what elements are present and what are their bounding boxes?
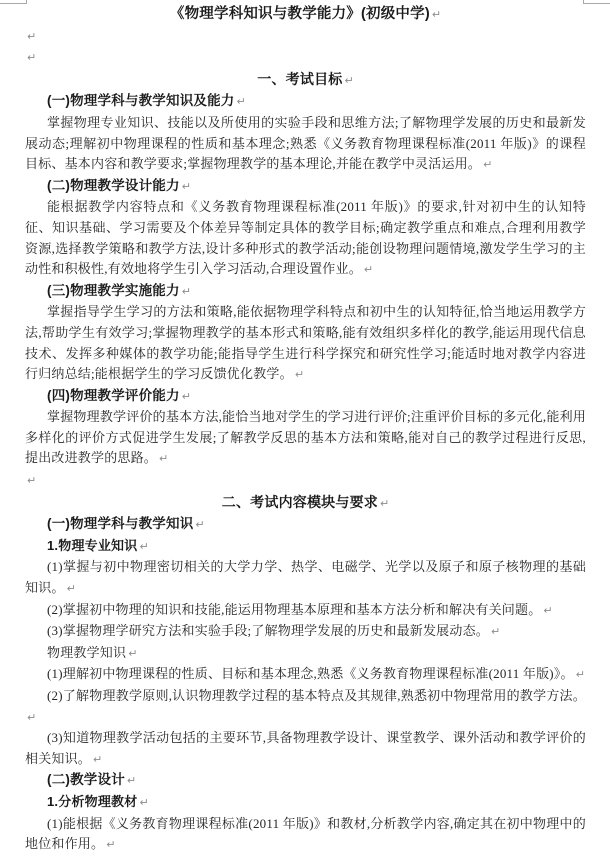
text-run: (2)了解物理教学原则,认识物理教学过程的基本特点及其规律,熟悉初中物理常用的教学方法。 xyxy=(47,688,586,703)
paragraph-mark-icon: ↵ xyxy=(27,710,37,724)
paragraph-mark-icon: ↵ xyxy=(431,8,442,21)
heading xyxy=(25,536,586,558)
paragraph-mark-icon: ↵ xyxy=(139,539,149,553)
text-run: (二)物理教学设计能力 xyxy=(47,177,180,193)
paragraph xyxy=(25,728,586,770)
paragraph-mark-icon: ↵ xyxy=(106,838,116,852)
text-run: (3)掌握物理学研究方法和实验手段;了解物理学发展的历史和最新发展动态。 xyxy=(47,623,489,639)
heading xyxy=(25,176,586,198)
text-run: (2)掌握初中物理的知识和技能,能运用物理基本原理和基本方法分析和解决有关问题。 xyxy=(47,601,542,617)
paragraph xyxy=(25,643,586,665)
paragraph-mark-icon: ↵ xyxy=(126,774,137,788)
text-run: (一)物理学科与教学知识及能力 xyxy=(47,93,235,109)
paragraph-mark-icon: ↵ xyxy=(575,668,585,682)
text-run: 《物理学科知识与教学能力》(初级中学) xyxy=(169,6,430,22)
paragraph-mark-icon: ↵ xyxy=(93,752,103,766)
paragraph xyxy=(25,302,586,385)
paragraph-mark-icon: ↵ xyxy=(159,452,169,466)
text-run: 物理教学知识 xyxy=(47,644,127,660)
paragraph-mark-icon: ↵ xyxy=(27,474,37,488)
crop-mark-top-left-horizontal xyxy=(0,3,27,4)
text-run: 一、考试目标 xyxy=(257,70,343,87)
crop-mark-top-right-horizontal xyxy=(583,3,610,4)
text-run: 二、考试内容模块与要求 xyxy=(221,493,378,510)
paragraph-mark-icon: ↵ xyxy=(236,95,246,109)
paragraph-mark-icon: ↵ xyxy=(66,582,76,596)
paragraph xyxy=(25,621,586,643)
paragraph xyxy=(25,814,586,856)
text-run: 掌握物理专业知识、技能以及所使用的实验手段和思维方法;了解物理学发展的历史和最新发展动态;理解初中物理课程的性质和基本理念;熟悉《义务教育物理课程标准(2011 年版)》的课程目标、基本内容和教学要求;掌握物理教学的基本理论,并能在教学中灵活运用。 xyxy=(25,114,586,172)
text-run: (二)教学设计 xyxy=(47,772,125,788)
heading xyxy=(25,386,586,408)
paragraph-mark-icon: ↵ xyxy=(379,496,390,510)
heading xyxy=(25,792,586,814)
heading xyxy=(25,281,586,303)
paragraph-mark-icon: ↵ xyxy=(181,389,191,403)
text-run: 1.分析物理教材 xyxy=(47,793,138,809)
heading xyxy=(25,492,586,515)
paragraph xyxy=(25,113,586,176)
paragraph-mark-icon: ↵ xyxy=(490,625,501,639)
text-run: (三)物理教学实施能力 xyxy=(47,282,180,298)
paragraph-mark-icon: ↵ xyxy=(139,795,149,809)
text-run: (3)知道物理教学活动包括的主要环节,具备物理教学设计、课堂教学、课外活动和教学评价的相关知识。 xyxy=(25,730,586,766)
paragraph-mark-icon: ↵ xyxy=(181,284,191,298)
paragraph xyxy=(25,686,586,728)
paragraph xyxy=(25,407,586,470)
document-title xyxy=(25,4,586,26)
paragraph-mark-icon: ↵ xyxy=(128,646,138,660)
text-run: 掌握指导学生学习的方法和策略,能依据物理学科特点和初中生的认知特征,恰当地运用教学方法,帮助学生有效学习;掌握物理教学的基本形式和策略,能有效组织多样化的教学,能运用现代信息技术、发挥多种媒体的教学功能;能指导学生进行科学探究和研究性学习;能适时地对教学内容进行归纳总结;能根据学生的学习反馈优化教学。 xyxy=(25,304,586,382)
empty-line xyxy=(25,26,586,48)
text-run: (1)理解初中物理课程的性质、目标和基本理念,熟悉《义务教育物理课程标准(2011 年版)》。 xyxy=(47,666,574,682)
text-run: 1.物理专业知识 xyxy=(47,537,138,553)
heading xyxy=(25,91,586,113)
paragraph-mark-icon: ↵ xyxy=(294,368,305,382)
empty-line xyxy=(25,47,586,69)
paragraph-mark-icon: ↵ xyxy=(27,51,37,65)
paragraph-mark-icon: ↵ xyxy=(195,518,205,532)
text-run: (四)物理教学评价能力 xyxy=(47,387,180,403)
paragraph-mark-icon: ↵ xyxy=(363,263,374,277)
text-run: 掌握物理教学评价的基本方法,能恰当地对学生的学习进行评价;注重评价目标的多元化,能利用多样化的评价方式促进学生发展;了解教学反思的基本方法和策略,能对自己的教学过程进行反思,提出改进教学的思路。 xyxy=(25,409,586,466)
paragraph-mark-icon: ↵ xyxy=(27,29,37,43)
paragraph xyxy=(25,557,586,599)
empty-line xyxy=(25,470,586,492)
heading xyxy=(25,514,586,536)
text-run: (1)掌握与初中物理密切相关的大学力学、热学、电磁学、光学以及原子和原子核物理的基础知识。 xyxy=(25,559,586,596)
text-run: 能根据教学内容特点和《义务教育物理课程标准(2011 年版)》的要求,针对初中生的认知特征、知识基础、学习需要及个体差异等制定具体的教学目标;确定教学重点和难点,合理利用教学资源,选择教学策略和教学方法,设计多种形式的教学活动;能创设物理问题情境,激发学生学习的主动性和积极性,有效地将学生引入学习活动,合理设置作业。 xyxy=(25,199,586,277)
document-body xyxy=(25,4,586,856)
paragraph xyxy=(25,600,586,622)
paragraph-mark-icon: ↵ xyxy=(344,73,354,87)
paragraph xyxy=(25,197,586,280)
paragraph-mark-icon: ↵ xyxy=(483,158,493,172)
paragraph-mark-icon: ↵ xyxy=(181,179,191,193)
text-run: (1)能根据《义务教育物理课程标准(2011 年版)》和教材,分析教学内容,确定其在初中物理中的地位和作用。 xyxy=(25,815,586,852)
text-run: (一)物理学科与教学知识 xyxy=(47,516,194,532)
paragraph xyxy=(25,664,586,686)
paragraph-mark-icon: ↵ xyxy=(543,603,553,617)
heading xyxy=(25,69,586,92)
heading xyxy=(25,770,586,792)
